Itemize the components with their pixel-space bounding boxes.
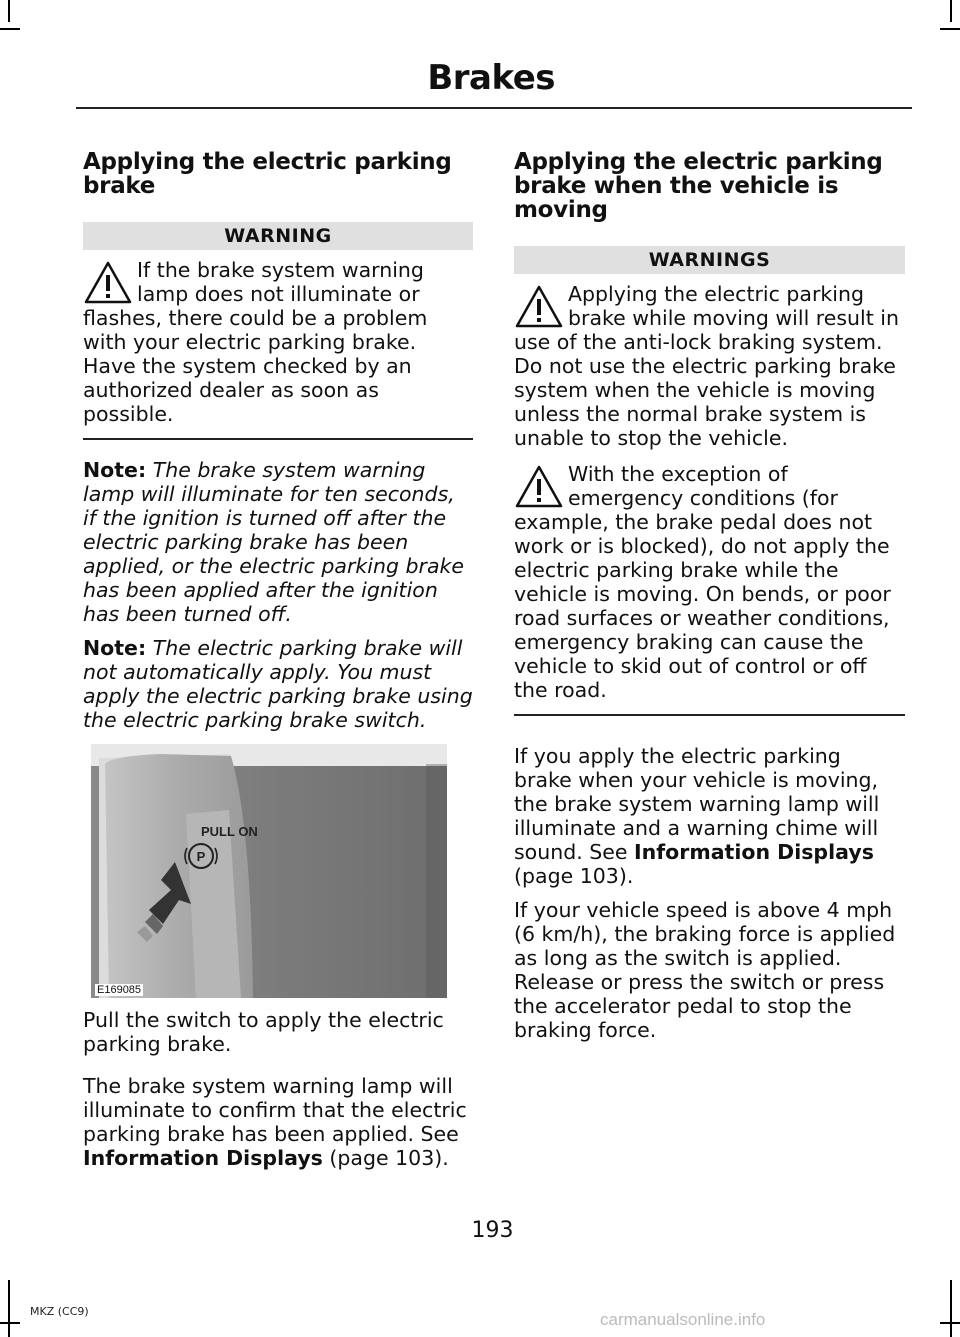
warning-triangle-icon bbox=[83, 260, 133, 306]
warning-triangle-icon bbox=[514, 464, 564, 510]
section-heading: Applying the electric parking brake when the vehicle is moving bbox=[514, 149, 883, 223]
warning-banner: WARNING bbox=[83, 222, 473, 250]
warning-text: Applying the electric parking brake while moving will result in use of the anti-lock braking system. Do not use the electric parking brake system when the vehicle is moving unless the normal brake system is unable to stop the vehicle. bbox=[514, 282, 899, 450]
warning-text: With the exception of emergency conditions (for example, the brake pedal does not work or is blocked), do not apply the electric parking brake while the vehicle is moving. On bends, or poor road surfaces or weather conditions, emergency braking can cause the vehicle to skid out of control or off the road. bbox=[514, 462, 891, 702]
note bbox=[83, 458, 473, 626]
crop-mark bbox=[0, 28, 20, 30]
crop-mark bbox=[8, 0, 10, 22]
note-label: Note: bbox=[83, 635, 147, 660]
paragraph-text: If you apply the electric parking brake when your vehicle is moving, the brake system warning lamp will illuminate and a warning chime will sound. See bbox=[514, 743, 880, 864]
warning-item bbox=[514, 282, 905, 450]
header-divider bbox=[76, 107, 912, 109]
warning-end-rule bbox=[83, 438, 473, 440]
parking-brake-switch-figure bbox=[91, 744, 447, 998]
park-symbol: P bbox=[196, 848, 206, 864]
instruction-text: Pull the switch to apply the electric parking brake. bbox=[83, 1007, 444, 1056]
note-text: The electric parking brake will not automatically apply. You must apply the electric parking brake using the electric parking brake switch. bbox=[83, 635, 473, 732]
crop-mark bbox=[0, 1322, 20, 1324]
crop-mark bbox=[940, 28, 960, 30]
note-text: The brake system warning lamp will illuminate for ten seconds, if the ignition is turned off after the electric parking brake has been applied, or the electric parking brake has been applied after the ignition has been turned off. bbox=[83, 457, 465, 626]
warning-end-rule bbox=[514, 714, 905, 716]
page-title: Brakes bbox=[427, 58, 555, 98]
warning-item bbox=[514, 462, 905, 702]
page-number: 193 bbox=[471, 1218, 514, 1243]
watermark: carmanualsonline.info bbox=[600, 1310, 766, 1329]
paragraph-text: The brake system warning lamp will illuminate to confirm that the electric parking brake has been applied. See bbox=[83, 1073, 467, 1146]
warning-item bbox=[83, 258, 473, 426]
paragraph bbox=[83, 1074, 473, 1170]
crop-mark bbox=[8, 1280, 10, 1337]
xref-link[interactable]: Information Displays bbox=[83, 1145, 323, 1170]
warning-triangle-icon bbox=[514, 284, 564, 330]
left-column bbox=[83, 150, 473, 1180]
paragraph: If your vehicle speed is above 4 mph (6 km/h), the braking force is applied as long as the switch is applied. Release or press the switch or press the accelerator pedal to stop the braking force. bbox=[514, 897, 896, 1042]
right-column bbox=[514, 150, 905, 1052]
paragraph bbox=[514, 744, 905, 888]
note bbox=[83, 636, 473, 732]
crop-mark bbox=[940, 1322, 960, 1324]
paragraph-text: (page 103). bbox=[514, 863, 634, 888]
switch-label: PULL ON bbox=[201, 823, 258, 839]
warning-banner: WARNINGS bbox=[514, 246, 905, 274]
figure-id: E169085 bbox=[97, 983, 142, 996]
switch-illustration bbox=[91, 744, 447, 998]
note-label: Note: bbox=[83, 457, 147, 482]
crop-mark bbox=[950, 0, 952, 22]
crop-mark bbox=[950, 1280, 952, 1337]
model-code: MKZ (CC9) bbox=[30, 1305, 89, 1318]
xref-link[interactable]: Information Displays bbox=[634, 839, 874, 864]
section-heading: Applying the electric parking brake bbox=[83, 149, 452, 199]
paragraph-text: (page 103). bbox=[322, 1145, 449, 1170]
warning-text: If the brake system warning lamp does not illuminate or flashes, there could be a problem with your electric parking brake. Have the system checked by an authorized dealer as soon as possible. bbox=[83, 258, 428, 426]
